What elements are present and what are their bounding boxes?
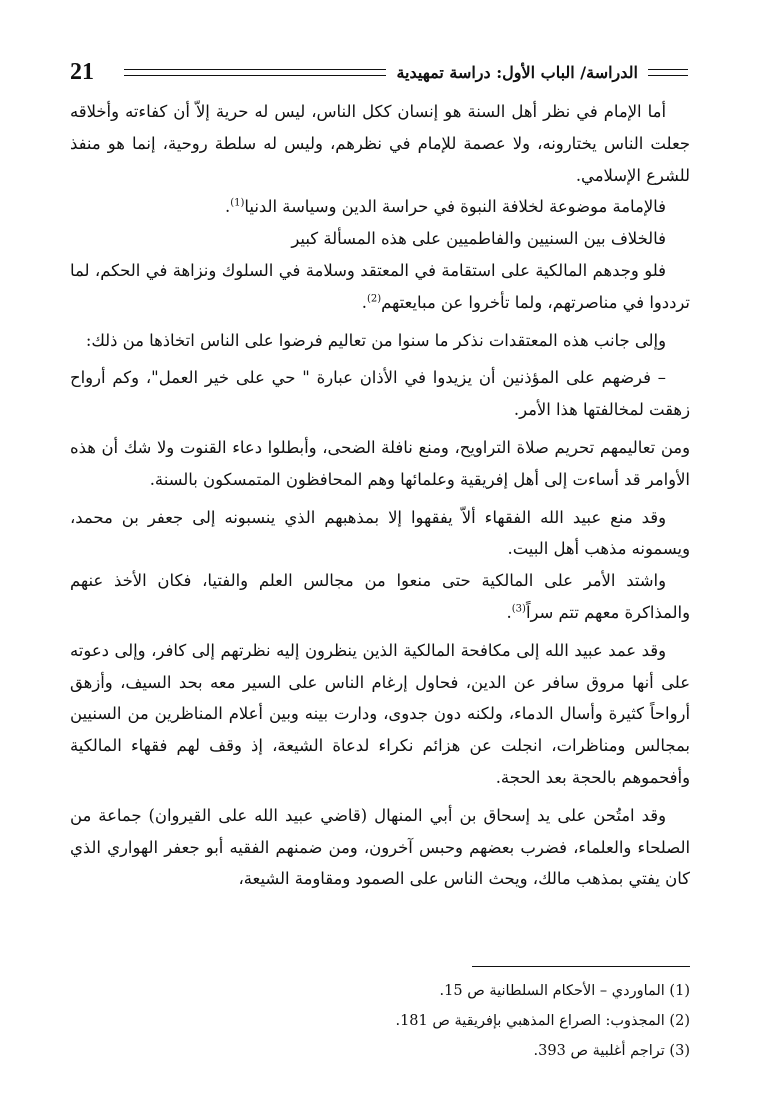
footnote-ref: (2) bbox=[366, 293, 382, 305]
paragraph: فالإمامة موضوعة لخلافة النبوة في حراسة الدين وسياسة الدنيا$^{(1)}$. bbox=[225, 197, 666, 217]
paragraph: وإلى جانب هذه المعتقدات نذكر ما سنوا من تعاليم فرضوا على الناس اتخاذها من ذلك: bbox=[85, 330, 666, 350]
paragraph: – فرضهم على المؤذنين أن يزيدوا في الأذان عبارة " حي على خير العمل"، وكم أرواح زهقت لمخالفتها هذا الأمر. bbox=[70, 368, 690, 420]
running-title: الدراسة/ الباب الأول: دراسة تمهيدية bbox=[396, 62, 638, 82]
paragraph: وقد منع عبيد الله الفقهاء ألاّ يفقهوا إلا بمذهبهم الذي ينسبونه إلى جعفر بن محمد، ويسمونه مذهب أهل البيت. bbox=[70, 507, 690, 559]
footnote-ref: (3) bbox=[511, 603, 526, 615]
paragraph: وقد عمد عبيد الله إلى مكافحة المالكية الذين ينظرون إليه نظرتهم إلى كافر، وإلى دعوته على أنها مروق سافر عن الدين، فحاول إرغام الناس على السير معه بحد السيف، وأزهق أرواحاً كثيرة وأسال الدماء، ولكنه دون جدوى، ودارت بينه وبين أعلام المناظرين من السنيين بمجالس ومناظرات، انجلت عن هزائم نكراء لدعاة الشيعة، إذ وقف لهم فقهاء المالكية وأفحموهم بالحجة بعد الحجة. bbox=[70, 640, 690, 787]
paragraph: واشتد الأمر على المالكية حتى منعوا من مجالس العلم والفتيا، فكان الأخذ عنهم والمذاكرة معهم تتم سراً$^{(3)}$. bbox=[70, 571, 690, 622]
footnotes bbox=[70, 976, 690, 1066]
paragraph: أما الإمام في نظر أهل السنة هو إنسان ككل الناس، ليس له حرية إلاّ أن كفاءته وأخلاقه جعلت الناس يختارونه، ولا عصمة للإمام في نظرهم، وليس له سلطة روحية، إنما هو منفذ للشرع الإسلامي. bbox=[70, 102, 690, 185]
paragraph: فالخلاف بين السنيين والفاطميين على هذه المسألة كبير bbox=[291, 229, 666, 249]
paragraph: وقد امتُحن على يد إسحاق بن أبي المنهال (قاضي عبيد الله على القيروان) جماعة من الصلحاء والعلماء، فضرب بعضهم وحبس آخرون، ومن ضمنهم الفقيه أبو جعفر الهواري الذي كان يفتي بمذهب مالك، ويحث الناس على الصمود ومقاومة الشيعة، bbox=[70, 805, 690, 889]
page-header bbox=[70, 52, 688, 92]
paragraph: ومن تعاليمهم تحريم صلاة التراويح، ومنع نافلة الضحى، وأبطلوا دعاء القنوت ولا شك أن هذه الأوامر قد أساءت إلى أهل إفريقية وعلمائها وهم المحافظون المتمسكون بالسنة. bbox=[70, 437, 690, 489]
footnote-separator bbox=[472, 966, 690, 967]
footnote: (2) المجذوب: الصراع المذهبي بإفريقية ص 181. bbox=[395, 1013, 690, 1029]
header-double-rule-end bbox=[648, 69, 688, 76]
footnote: (1) الماوردي – الأحكام السلطانية ص 15. bbox=[439, 983, 690, 999]
footnote: (3) تراجم أغلبية ص 393. bbox=[533, 1043, 690, 1059]
header-double-rule bbox=[124, 69, 386, 76]
body-text bbox=[70, 96, 690, 895]
paragraph: فلو وجدهم المالكية على استقامة في المعتقد وسلامة في السلوك ونزاهة في الحكم، لما ترددوا في مناصرتهم، ولما تأخروا عن مبايعتهم$^{(2)}$. bbox=[70, 260, 690, 312]
footnote-ref: (1) bbox=[230, 197, 245, 209]
page-number: 21 bbox=[70, 58, 94, 85]
